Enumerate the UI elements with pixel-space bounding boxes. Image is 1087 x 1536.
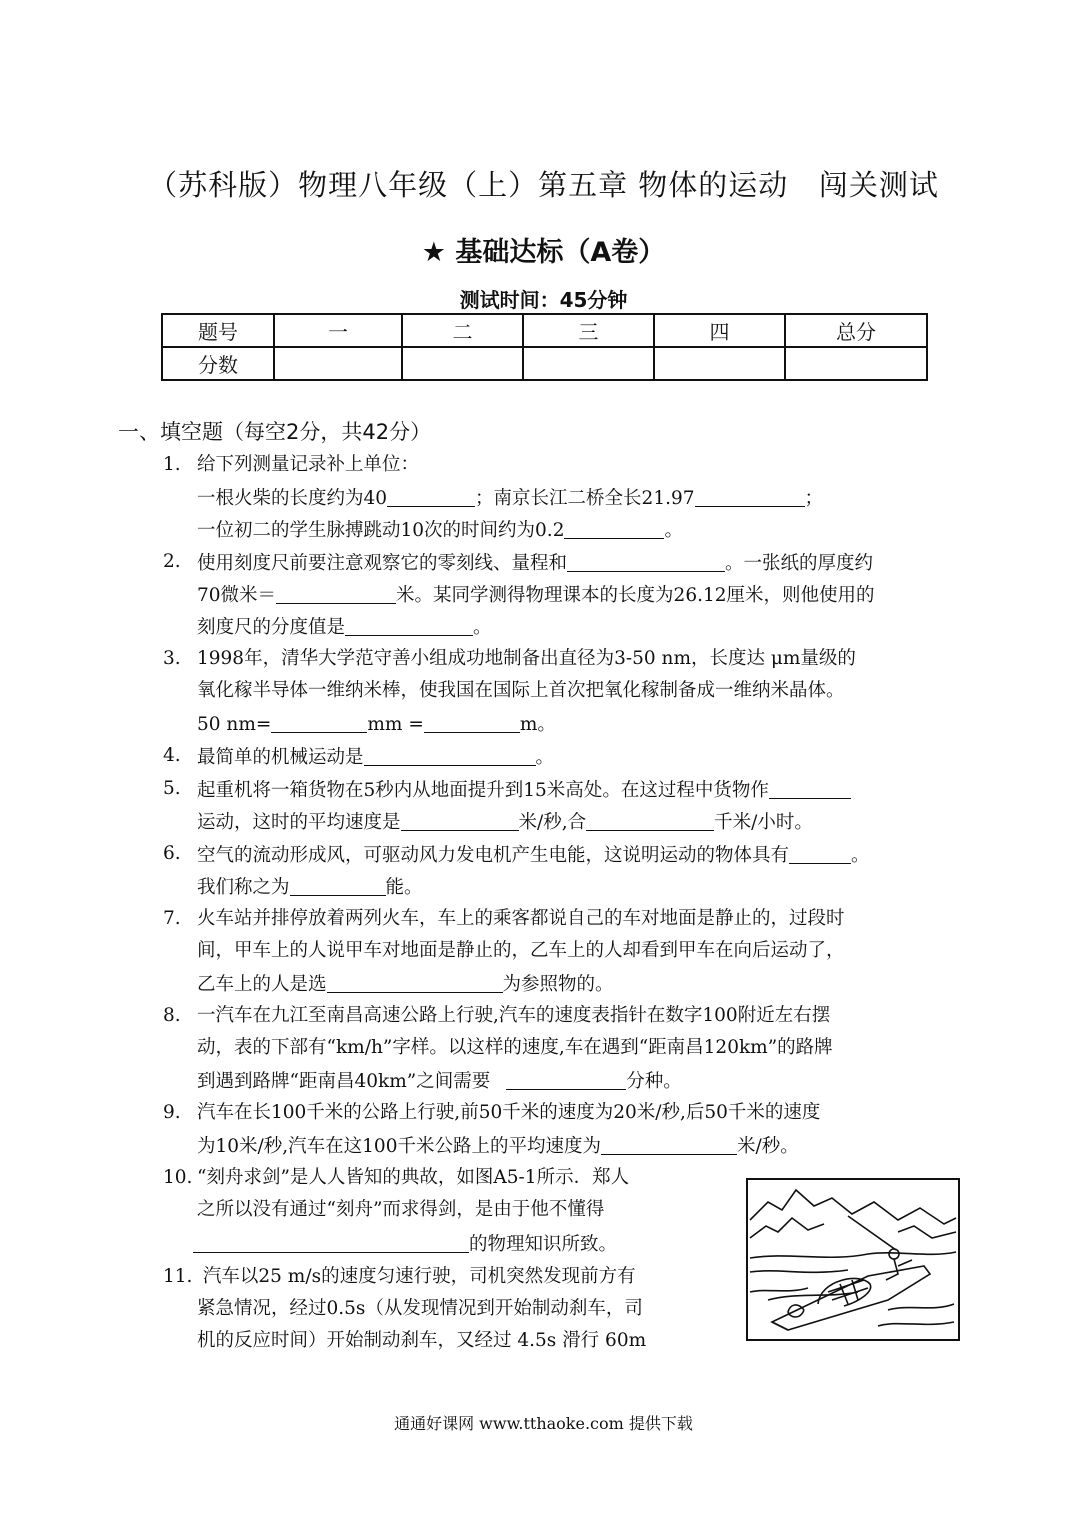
text: 米。某同学测得物理课本的长度为26.12厘米，则他使用的 [396, 585, 875, 606]
answer-blank[interactable] [271, 714, 367, 733]
boat-illustration [746, 1178, 960, 1341]
question-number: 6. [163, 843, 181, 864]
question-line [197, 877, 423, 898]
text: 米/秒,合 [518, 812, 587, 833]
question-line: 紧急情况，经过0.5s（从发现情况到开始制动刹车，司 [197, 1298, 643, 1319]
question-number: 3. [163, 648, 181, 669]
answer-blank[interactable] [567, 553, 725, 572]
text: ；南京长江二桥全长21.97 [475, 488, 695, 509]
question-line: 动，表的下部有“km/h”字样。以这样的速度,车在遇到“距南昌120km”的路牌 [197, 1037, 833, 1058]
question-line [197, 585, 875, 606]
question-number: 10. [163, 1167, 193, 1188]
answer-blank[interactable] [506, 1071, 626, 1090]
question-line: 之所以没有通过“刻舟”而求得剑，是由于他不懂得 [197, 1199, 605, 1220]
question-line [197, 714, 556, 735]
question-number: 8. [163, 1005, 181, 1026]
question-number: 1. [163, 454, 181, 475]
text: 使用刻度尺前要注意观察它的零刻线、量程和 [197, 553, 568, 574]
text: 到遇到路牌“距南昌40km”之间需要 [197, 1071, 491, 1092]
question-line: 间，甲车上的人说甲车对地面是静止的，乙车上的人却看到甲车在向后运动了， [197, 940, 845, 961]
answer-blank[interactable] [290, 877, 386, 896]
score-cell [402, 347, 523, 380]
question-line [193, 1234, 617, 1255]
text: 起重机将一箱货物在5秒内从地面提升到15米高处。在这过程中货物作 [197, 780, 769, 801]
text: ； [804, 488, 824, 509]
text: 50 nm= [197, 714, 272, 735]
answer-blank[interactable] [327, 974, 503, 993]
question-line [197, 1136, 799, 1157]
question-line [197, 812, 813, 833]
score-cell [523, 347, 654, 380]
text: 为10米/秒,汽车在这100千米公路上的平均速度为 [197, 1136, 601, 1157]
question-line: “刻舟求剑”是人人皆知的典故，如图A5-1所示．郑人 [197, 1167, 630, 1188]
question-line: 1998年，清华大学范守善小组成功地制备出直径为3-50 nm，长度达 μm量级的 [197, 648, 856, 669]
section-heading: 一、填空题（每空2分，共42分） [118, 420, 432, 444]
text: 一位初二的学生脉搏跳动10次的时间约为0.2 [197, 520, 565, 541]
question-line [197, 747, 554, 768]
answer-blank[interactable] [769, 780, 851, 799]
text: 米/秒。 [736, 1136, 799, 1157]
question-line [197, 488, 823, 509]
text: 乙车上的人是选 [197, 974, 327, 995]
question-number: 5. [163, 778, 181, 799]
answer-blank[interactable] [564, 520, 664, 539]
score-cell: 四 [654, 314, 785, 347]
answer-blank[interactable] [401, 812, 519, 831]
text: 。 [851, 845, 870, 866]
page-subtitle: ★ 基础达标（A卷） [421, 237, 666, 268]
text: 。 [664, 520, 683, 541]
question-line [197, 1071, 682, 1092]
text: 。 [473, 617, 492, 638]
question-number: 4. [163, 745, 181, 766]
answer-blank[interactable] [364, 747, 536, 766]
question-line [197, 553, 873, 574]
text: 最简单的机械运动是 [197, 747, 364, 768]
text: 刻度尺的分度值是 [197, 617, 346, 638]
answer-blank[interactable] [586, 812, 714, 831]
answer-blank[interactable] [345, 617, 473, 636]
score-cell: 总分 [785, 314, 927, 347]
answer-blank[interactable] [387, 488, 475, 507]
text: 分种。 [626, 1071, 682, 1092]
question-line [197, 780, 851, 801]
score-cell [274, 347, 402, 380]
score-cell: 二 [402, 314, 523, 347]
question-number: 2. [163, 551, 181, 572]
question-line: 氧化稼半导体一维纳米棒，使我国在国际上首次把氧化稼制备成一维纳米晶体。 [197, 680, 845, 701]
score-cell: 分数 [162, 347, 274, 380]
score-table-score-row [162, 347, 927, 380]
text: 千米/小时。 [714, 812, 813, 833]
question-line: 给下列测量记录补上单位： [197, 454, 420, 475]
question-line: 机的反应时间）开始制动刹车，又经过 4.5s 滑行 60m [197, 1330, 647, 1351]
test-time: 测试时间：45分钟 [459, 288, 628, 312]
question-line: 火车站并排停放着两列火车，车上的乘客都说自己的车对地面是静止的，过段时 [197, 908, 845, 929]
boat-drawing-icon [748, 1180, 958, 1339]
score-table [161, 313, 928, 381]
text: m。 [519, 714, 556, 735]
answer-blank[interactable] [695, 488, 805, 507]
text: mm = [367, 714, 424, 735]
page-title: （苏科版）物理八年级（上）第五章 物体的运动 闯关测试 [148, 168, 939, 202]
text: 一根火柴的长度约为40 [197, 488, 388, 509]
text: 能。 [385, 877, 423, 898]
text: 。 [535, 747, 555, 768]
answer-blank[interactable] [601, 1136, 737, 1155]
text: 我们称之为 [197, 877, 290, 898]
question-line [197, 845, 870, 866]
question-line [197, 520, 683, 541]
answer-blank[interactable] [193, 1234, 469, 1253]
question-line: 汽车以25 m/s的速度匀速行驶，司机突然发现前方有 [197, 1266, 636, 1287]
question-line [197, 617, 492, 638]
footer-source: 通通好课网 www.tthaoke.com 提供下载 [394, 1414, 693, 1433]
score-cell: 题号 [162, 314, 274, 347]
text: 运动，这时的平均速度是 [197, 812, 401, 833]
text: 空气的流动形成风，可驱动风力发电机产生电能，这说明运动的物体具有 [197, 845, 790, 866]
question-line: 汽车在长100千米的公路上行驶,前50千米的速度为20米/秒,后50千米的速度 [197, 1102, 821, 1123]
question-number: 9. [163, 1102, 181, 1123]
score-cell [654, 347, 785, 380]
text: 的物理知识所致。 [469, 1234, 618, 1255]
text: 为参照物的。 [502, 974, 614, 995]
text: 。一张纸的厚度约 [725, 553, 874, 574]
question-number: 11. [163, 1266, 193, 1287]
answer-blank[interactable] [424, 714, 520, 733]
score-cell [785, 347, 927, 380]
question-number: 7. [163, 908, 181, 929]
score-cell: 一 [274, 314, 402, 347]
answer-blank[interactable] [789, 845, 851, 864]
answer-blank[interactable] [276, 585, 396, 604]
score-cell: 三 [523, 314, 654, 347]
question-line [197, 974, 614, 995]
question-line: 一汽车在九江至南昌高速公路上行驶,汽车的速度表指针在数字100附近左右摆 [197, 1005, 831, 1026]
score-table-header-row [162, 314, 927, 347]
text: 70微米＝ [197, 585, 277, 606]
